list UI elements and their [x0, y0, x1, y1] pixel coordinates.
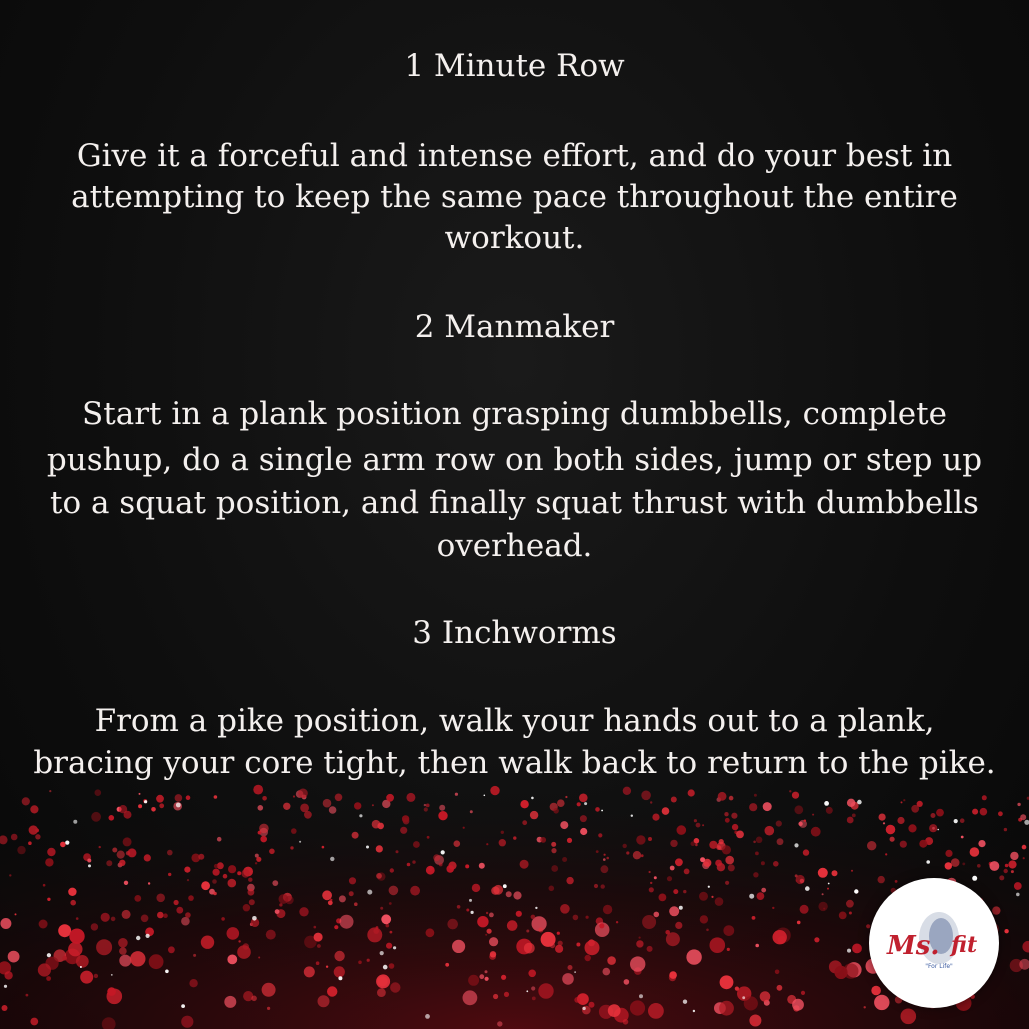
section-2-title: 2 Manmaker [414, 309, 615, 345]
section-1-body-line-3: workout. [444, 220, 585, 256]
section-2-body-line-1: Start in a plank position grasping dumbbells, complete [82, 396, 947, 432]
section-1-title: 1 Minute Row [404, 48, 625, 84]
svg-text:Ms.: Ms. [887, 931, 940, 961]
section-1-body-line-1: Give it a forceful and intense effort, and do your best in [76, 138, 953, 174]
section-2-body-line-4: overhead. [436, 528, 593, 564]
ms-fit-logo [869, 878, 999, 1008]
svg-text:"For Life": "For Life" [925, 963, 953, 970]
svg-text:fit: fit [951, 932, 978, 958]
section-2-body-line-2: pushup, do a single arm row on both sides, jump or step up [46, 442, 983, 478]
section-2-body-line-3: to a squat position, and finally squat thrust with dumbbells [50, 485, 979, 521]
section-1-body-line-2: attempting to keep the same pace throughout the entire [71, 179, 958, 215]
ms-fit-logo-graphic [869, 878, 999, 1008]
section-3-title: 3 Inchworms [412, 615, 617, 651]
section-3-body-line-2: bracing your core tight, then walk back to return to the pike. [33, 745, 996, 781]
section-3-body-line-1: From a pike position, walk your hands out to a plank, [94, 703, 935, 739]
